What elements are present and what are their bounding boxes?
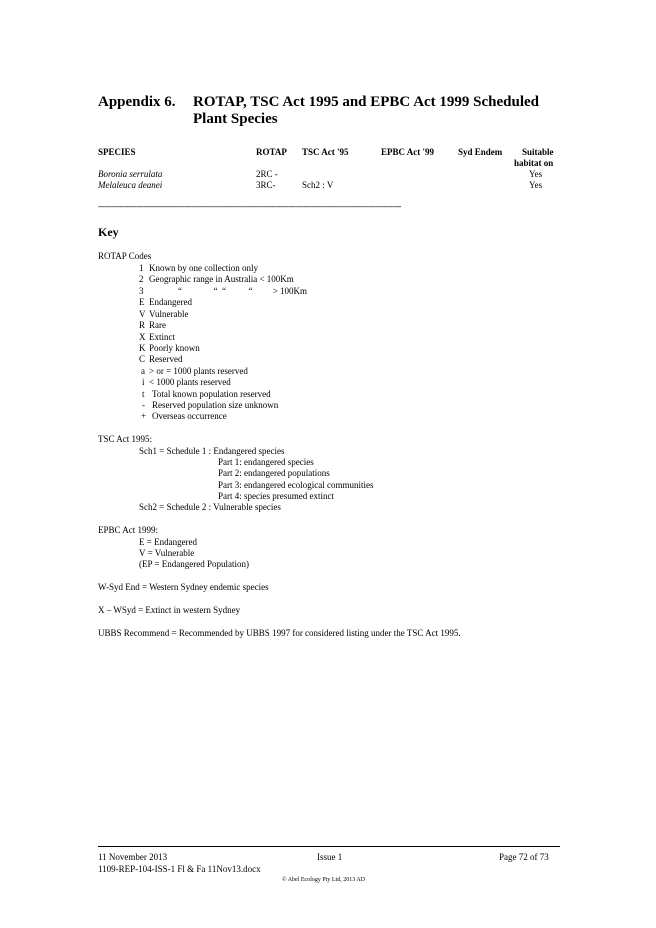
epbc-heading: EPBC Act 1999: xyxy=(98,525,159,535)
footer-rule xyxy=(98,846,560,847)
epbc-item: E = Endangered xyxy=(139,537,198,547)
table-separator: -------------------------------------------------------------------------------------------------------------------------------------------- xyxy=(98,202,401,211)
appendix-title: ROTAP, TSC Act 1995 and EPBC Act 1999 Scheduled Plant Species xyxy=(193,94,540,127)
x-wsyd-definition: X – WSyd = Extinct in western Sydney xyxy=(98,605,241,615)
appendix-number: Appendix 6. xyxy=(98,94,176,110)
row2-species: Melaleuca deanei xyxy=(98,180,163,190)
row2-habitat: Yes xyxy=(529,180,543,190)
tsc-heading: TSC Act 1995: xyxy=(98,434,153,444)
tsc-part: Part 3: endangered ecological communities xyxy=(218,480,374,490)
col-header-tsc: TSC Act '95 xyxy=(302,147,349,157)
col-header-habitat-line2: habitat on xyxy=(514,158,554,168)
rotap-code: K xyxy=(139,343,146,353)
row2-tsc: Sch2 : V xyxy=(302,180,334,190)
rotap-code-desc: Reserved xyxy=(149,354,183,364)
rotap-code: C xyxy=(139,354,146,364)
rotap-code: 1 xyxy=(139,263,144,273)
rotap-code-desc: Total known population reserved xyxy=(152,389,271,399)
rotap-code-desc: “ “ “ “ > 100Km xyxy=(178,286,308,296)
rotap-code: X xyxy=(139,332,146,342)
rotap-code: - xyxy=(142,400,145,410)
rotap-code: V xyxy=(139,309,146,319)
footer-date: 11 November 2013 xyxy=(98,852,168,862)
epbc-item: (EP = Endangered Population) xyxy=(139,559,249,569)
col-header-rotap: ROTAP xyxy=(256,147,287,157)
rotap-code: 3 xyxy=(139,286,144,296)
rotap-code-desc: Rare xyxy=(149,320,166,330)
rotap-code: + xyxy=(141,411,147,421)
row1-species: Boronia serrulata xyxy=(98,169,163,179)
tsc-schedule-1: Sch1 = Schedule 1 : Endangered species xyxy=(139,446,285,456)
row2-rotap: 3RC- xyxy=(256,180,276,190)
footer-copyright: © Abel Ecology Pty Ltd, 2013 AD xyxy=(282,877,366,883)
col-header-species: SPECIES xyxy=(98,147,136,157)
rotap-code: R xyxy=(139,320,146,330)
row1-rotap: 2RC - xyxy=(256,169,278,179)
epbc-item: V = Vulnerable xyxy=(139,548,195,558)
rotap-code-desc: Extinct xyxy=(149,332,175,342)
col-header-syd-endem: Syd Endem xyxy=(458,147,503,157)
rotap-code-desc: Poorly known xyxy=(149,343,200,353)
footer-issue: Issue 1 xyxy=(317,852,343,862)
col-header-habitat-line1: Suitable xyxy=(522,147,554,157)
rotap-code-desc: Overseas occurrence xyxy=(152,411,227,421)
rotap-code: t xyxy=(142,389,145,399)
rotap-code-desc: < 1000 plants reserved xyxy=(149,377,231,387)
row1-habitat: Yes xyxy=(529,169,543,179)
rotap-code: a xyxy=(141,366,145,376)
rotap-code-desc: Vulnerable xyxy=(149,309,189,319)
rotap-code-desc: Geographic range in Australia < 100Km xyxy=(149,274,294,284)
rotap-code-desc: Reserved population size unknown xyxy=(152,400,279,410)
rotap-code-desc: > or = 1000 plants reserved xyxy=(149,366,248,376)
ubbs-definition: UBBS Recommend = Recommended by UBBS 1997 for considered listing under the TSC Act 1995. xyxy=(98,628,461,638)
rotap-heading: ROTAP Codes xyxy=(98,251,152,261)
rotap-code-desc: Endangered xyxy=(149,297,192,307)
wsyd-definition: W-Syd End = Western Sydney endemic species xyxy=(98,582,269,592)
tsc-part: Part 2: endangered populations xyxy=(218,468,330,478)
tsc-part: Part 4: species presumed extinct xyxy=(218,491,334,501)
tsc-schedule-2: Sch2 = Schedule 2 : Vulnerable species xyxy=(139,502,281,512)
rotap-code-desc: Known by one collection only xyxy=(149,263,258,273)
footer-page-number: Page 72 of 73 xyxy=(499,852,549,862)
rotap-code: 2 xyxy=(139,274,144,284)
tsc-part: Part 1: endangered species xyxy=(218,457,314,467)
col-header-epbc: EPBC Act '99 xyxy=(381,147,434,157)
footer-doc-reference: 1109-REP-104-ISS-1 Fl & Fa 11Nov13.docx xyxy=(98,864,261,874)
rotap-code: E xyxy=(139,297,145,307)
key-title: Key xyxy=(98,225,119,239)
rotap-code: i xyxy=(142,377,145,387)
